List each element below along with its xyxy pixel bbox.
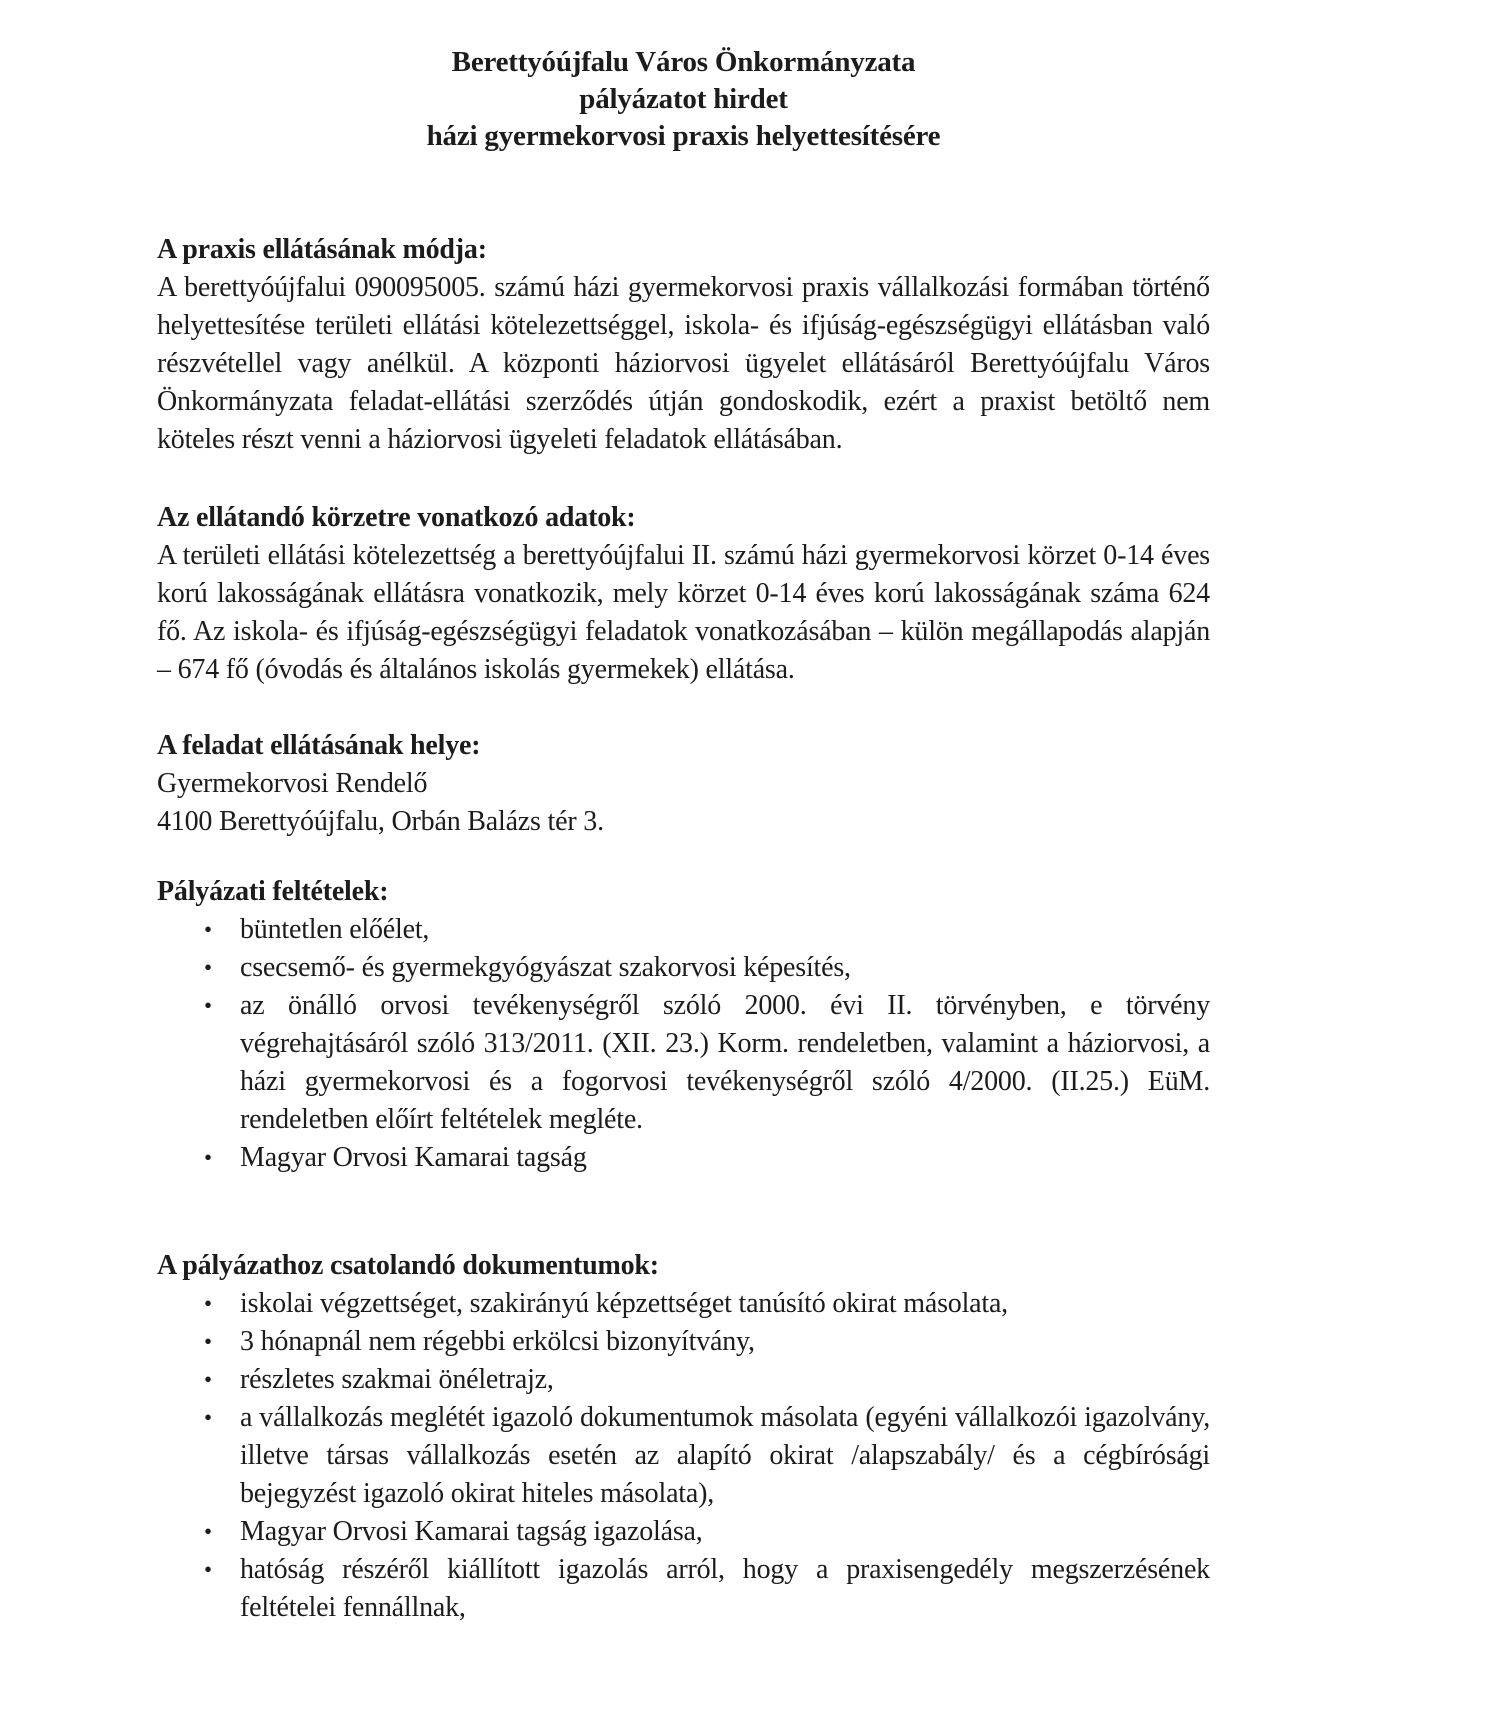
section-paragraph: A berettyóújfalui 090095005. számú házi gyermekorvosi praxis vállalkozási formában történő helyettesítése területi ellátási kötelezettséggel, iskola- és ifjúság-egészségügyi ellátásban való részvétellel vagy anélkül. A központi háziorvosi ügyelet ellátásáról Berettyóújfalu Város Önkormányzata feladat-ellátási szerződés útján gondoskodik, ezért a praxist betöltő nem köteles részt venni a háziorvosi ügyeleti feladatok ellátásában. [157, 272, 1210, 455]
list-item-text: az önálló orvosi tevékenységről szóló 2000. évi II. törvényben, e törvény végrehajtásáról szóló 313/2011. (XII. 23.) Korm. rendeletben, valamint a háziorvosi, a házi gyermekorvosi és a fogorvosi tevékenységről szóló 4/2000. (II.25.) EüM. rendeletben előírt feltételek megléte. [240, 990, 1210, 1135]
section-palyazati-feltetelek [157, 873, 1210, 1177]
list-item-text: Magyar Orvosi Kamarai tagság igazolása, [240, 1516, 703, 1547]
bullet-icon: • [204, 1519, 212, 1544]
bullet-icon: • [204, 1145, 212, 1170]
bullet-icon: • [204, 1329, 212, 1354]
section-heading: A feladat ellátásának helye: [157, 730, 481, 761]
list-item-text: iskolai végzettséget, szakirányú képzettséget tanúsító okirat másolata, [240, 1288, 1008, 1319]
list-item [157, 1139, 1210, 1177]
address-line-facility: Gyermekorvosi Rendelő [157, 768, 428, 799]
list-item-text: Magyar Orvosi Kamarai tagság [240, 1142, 587, 1173]
list-item-text: büntetlen előélet, [240, 914, 430, 945]
bullet-icon: • [204, 993, 212, 1018]
section-korzet-adatok [157, 499, 1210, 689]
list-item [157, 911, 1210, 949]
list-item [157, 1323, 1210, 1361]
list-item [157, 1399, 1210, 1513]
list-item-text: a vállalkozás meglétét igazoló dokumentumok másolata (egyéni vállalkozói igazolvány, illetve társas vállalkozás esetén az alapító okirat /alapszabály/ és a cégbírósági bejegyzést igazoló okirat hiteles másolata), [240, 1402, 1210, 1509]
section-heading: A praxis ellátásának módja: [157, 234, 487, 265]
bullet-icon: • [204, 917, 212, 942]
section-praxis-ellatas-modja [157, 231, 1210, 459]
section-heading: A pályázathoz csatolandó dokumentumok: [157, 1250, 659, 1281]
bullet-icon: • [204, 1405, 212, 1430]
bullet-icon: • [204, 1557, 212, 1582]
section-feladat-helye [157, 727, 1210, 841]
list-item-text: részletes szakmai önéletrajz, [240, 1364, 554, 1395]
section-csatolando-dokumentumok [157, 1247, 1210, 1627]
title-line-announcement: pályázatot hirdet [579, 83, 788, 115]
section-paragraph: A területi ellátási kötelezettség a berettyóújfalui II. számú házi gyermekorvosi körzet 0-14 éves korú lakosságának ellátásra vonatkozik, mely körzet 0-14 éves korú lakosságának száma 624 fő. Az iskola- és ifjúság-egészségügyi feladatok vonatkozásában – külön megállapodás alapján – 674 fő (óvodás és általános iskolás gyermekek) ellátása. [157, 540, 1210, 685]
title-line-organization: Berettyóújfalu Város Önkormányzata [451, 46, 916, 78]
document-title [157, 44, 1210, 155]
section-heading: Az ellátandó körzetre vonatkozó adatok: [157, 502, 636, 533]
address-line-street: 4100 Berettyóújfalu, Orbán Balázs tér 3. [157, 806, 604, 837]
list-item [157, 987, 1210, 1139]
list-item-text: hatóság részéről kiállított igazolás arról, hogy a praxisengedély megszerzésének feltételei fennállnak, [240, 1554, 1210, 1623]
bullet-icon: • [204, 1291, 212, 1316]
requirements-list [157, 911, 1210, 1177]
list-item [157, 1551, 1210, 1627]
section-heading: Pályázati feltételek: [157, 876, 389, 907]
title-line-subject: házi gyermekorvosi praxis helyettesítésére [426, 120, 941, 152]
list-item-text: csecsemő- és gyermekgyógyászat szakorvosi képesítés, [240, 952, 851, 983]
bullet-icon: • [204, 1367, 212, 1392]
list-item [157, 1361, 1210, 1399]
list-item [157, 1513, 1210, 1551]
list-item [157, 949, 1210, 987]
list-item [157, 1285, 1210, 1323]
documents-list [157, 1285, 1210, 1627]
bullet-icon: • [204, 955, 212, 980]
list-item-text: 3 hónapnál nem régebbi erkölcsi bizonyítvány, [240, 1326, 755, 1357]
